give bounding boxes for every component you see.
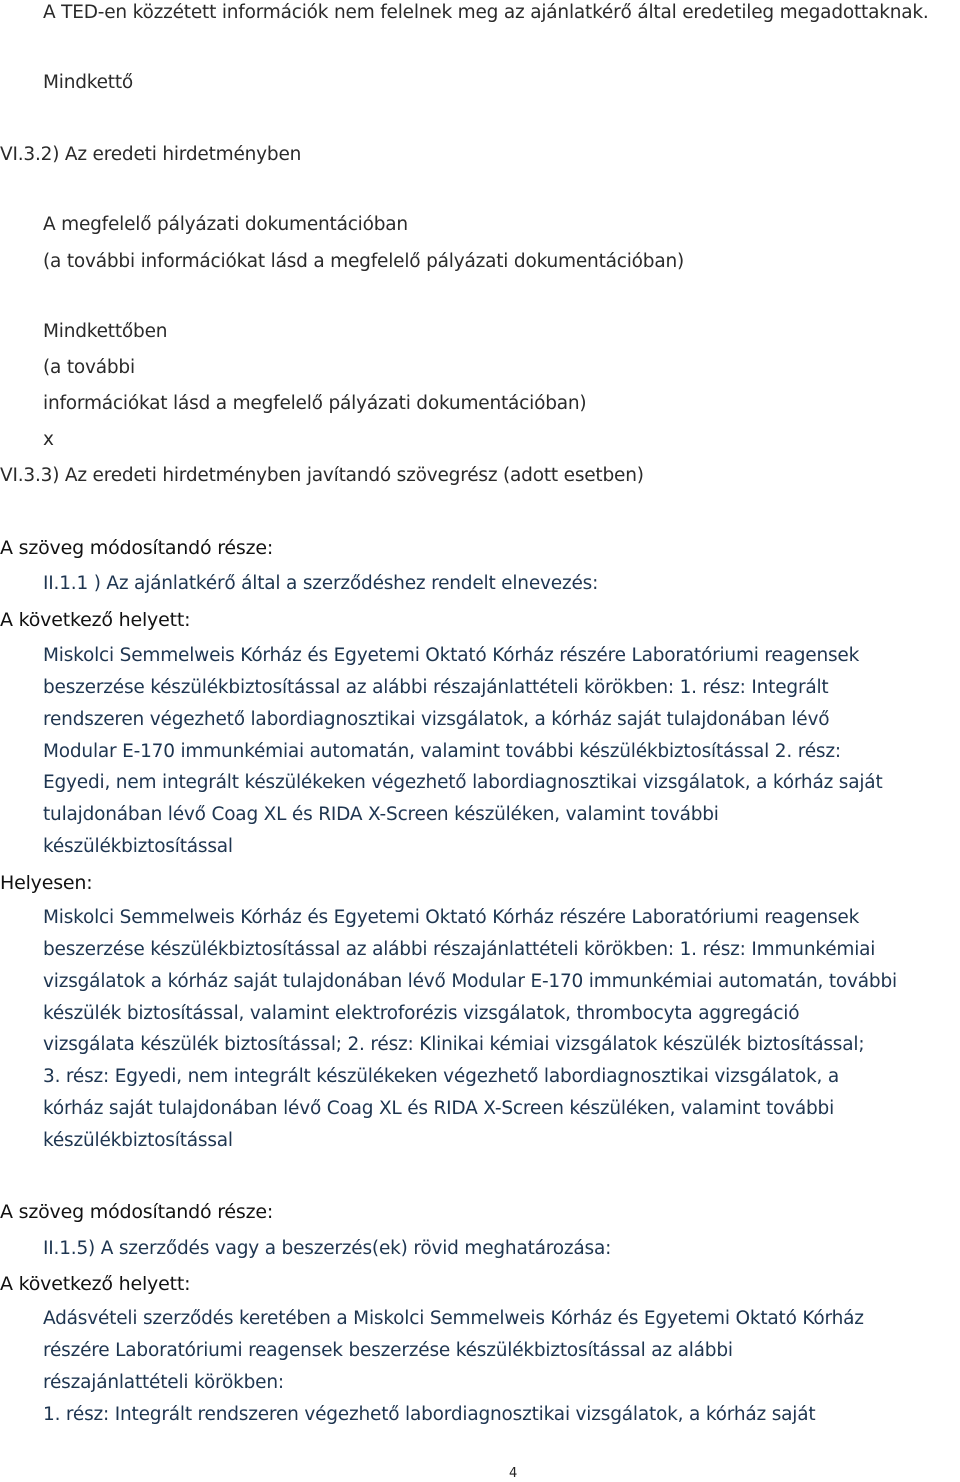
section-ii-1-5: II.1.5) A szerződés vagy a beszerzés(ek) rövid meghatározása: xyxy=(43,1238,612,1259)
instead-of-heading-2: A következő helyett: xyxy=(0,1273,191,1295)
option-mindketto: Mindkettő xyxy=(43,72,134,93)
new-text-line: készülékbiztosítással xyxy=(43,1130,233,1151)
section-vi-3-2: VI.3.2) Az eredeti hirdetményben xyxy=(0,144,302,165)
old-text-line: Adásvételi szerződés keretében a Miskolci Semmelweis Kórház és Egyetemi Oktató Kórház xyxy=(43,1308,864,1329)
old-text-line: rendszeren végezhető labordiagnosztikai vizsgálatok, a kórház saját tulajdonában lévő xyxy=(43,709,830,730)
option-both-note-1: (a további xyxy=(43,357,135,378)
new-text-line: vizsgálatok a kórház saját tulajdonában lévő Modular E-170 immunkémiai automatán, további xyxy=(43,971,897,992)
ted-info-line: A TED-en közzétett információk nem felelnek meg az ajánlatkérő által eredetileg megadottaknak. xyxy=(43,2,929,23)
modified-part-heading-1: A szöveg módosítandó része: xyxy=(0,537,274,559)
old-text-line: részére Laboratóriumi reagensek beszerzése készülékbiztosítással az alábbi xyxy=(43,1340,733,1361)
selected-mark: x xyxy=(43,429,54,450)
old-text-line: Modular E-170 immunkémiai automatán, valamint további készülékbiztosítással 2. rész: xyxy=(43,741,841,762)
new-text-line: vizsgálata készülék biztosítással; 2. rész: Klinikai kémiai vizsgálatok készülék biztosítással; xyxy=(43,1034,865,1055)
old-text-line: részajánlattételi körökben: xyxy=(43,1372,284,1393)
new-text-line: 3. rész: Egyedi, nem integrált készülékeken végezhető labordiagnosztikai vizsgálatok, a xyxy=(43,1066,839,1087)
old-text-line: készülékbiztosítással xyxy=(43,836,233,857)
section-vi-3-3: VI.3.3) Az eredeti hirdetményben javítandó szövegrész (adott esetben) xyxy=(0,465,644,486)
option-documentation-note: (a további információkat lásd a megfelelő pályázati dokumentációban) xyxy=(43,251,685,272)
new-text-line: kórház saját tulajdonában lévő Coag XL és RIDA X-Screen készüléken, valamint további xyxy=(43,1098,835,1119)
instead-of-heading-1: A következő helyett: xyxy=(0,609,191,631)
option-both-note-2: információkat lásd a megfelelő pályázati dokumentációban) xyxy=(43,393,587,414)
old-text-line: tulajdonában lévő Coag XL és RIDA X-Screen készüléken, valamint további xyxy=(43,804,719,825)
option-both: Mindkettőben xyxy=(43,321,168,342)
section-ii-1-1: II.1.1 ) Az ajánlatkérő által a szerződéshez rendelt elnevezés: xyxy=(43,573,599,594)
page-number: 4 xyxy=(509,1466,518,1481)
option-documentation: A megfelelő pályázati dokumentációban xyxy=(43,214,408,235)
new-text-line: Miskolci Semmelweis Kórház és Egyetemi Oktató Kórház részére Laboratóriumi reagensek xyxy=(43,907,860,928)
modified-part-heading-2: A szöveg módosítandó része: xyxy=(0,1201,274,1223)
new-text-line: készülék biztosítással, valamint elektroforézis vizsgálatok, thrombocyta aggregáció xyxy=(43,1003,800,1024)
correct-heading: Helyesen: xyxy=(0,872,93,894)
old-text-line: beszerzése készülékbiztosítással az alábbi részajánlattételi körökben: 1. rész: Integrált xyxy=(43,677,829,698)
old-text-line: Egyedi, nem integrált készülékeken végezhető labordiagnosztikai vizsgálatok, a kórház saját xyxy=(43,772,883,793)
old-text-line: Miskolci Semmelweis Kórház és Egyetemi Oktató Kórház részére Laboratóriumi reagensek xyxy=(43,645,860,666)
old-text-line: 1. rész: Integrált rendszeren végezhető labordiagnosztikai vizsgálatok, a kórház saját xyxy=(43,1404,816,1425)
new-text-line: beszerzése készülékbiztosítással az alábbi részajánlattételi körökben: 1. rész: Immunkémiai xyxy=(43,939,876,960)
